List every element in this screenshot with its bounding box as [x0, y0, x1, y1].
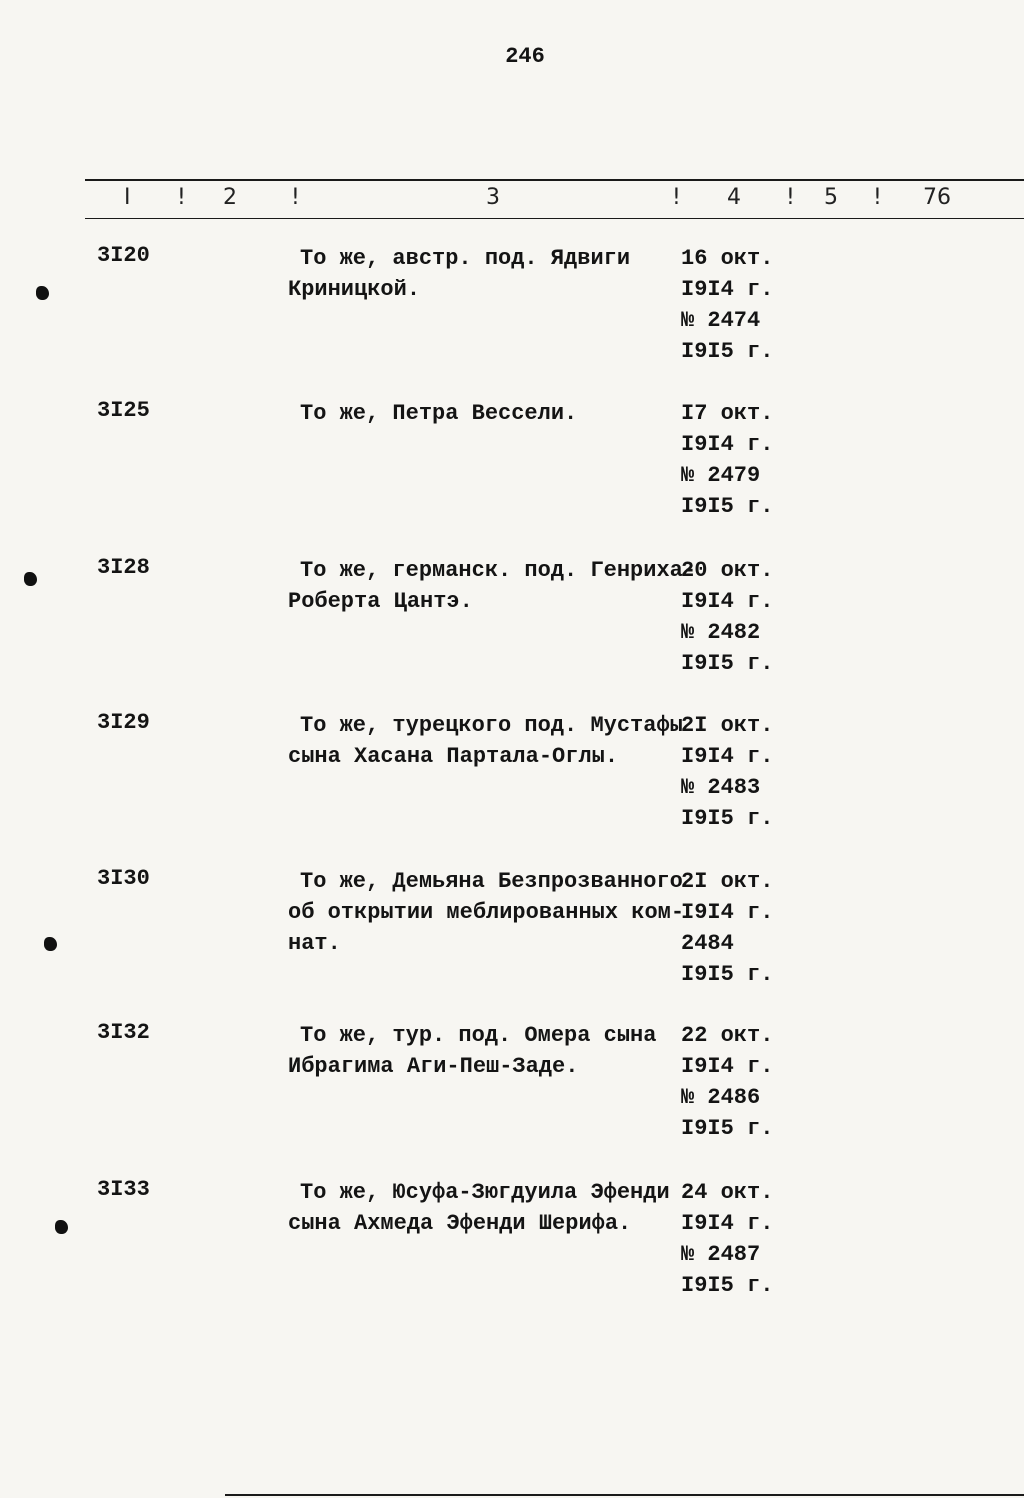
entry-number: 3I32: [97, 1020, 150, 1045]
date-line: I9I5 г.: [681, 1273, 774, 1298]
description-line: об открытии меблированных ком-: [288, 900, 685, 925]
table-row: [0, 1020, 1024, 1170]
table-header-rule: [85, 218, 1024, 219]
date-line: I9I4 г.: [681, 744, 774, 769]
date-line: 2I окт.: [681, 869, 774, 894]
page-bottom-rule: [225, 1494, 1024, 1496]
header-sep-1: !: [177, 185, 186, 210]
description-line: То же, Юсуфа-Зюгдуила Эфенди: [300, 1180, 670, 1205]
entry-description: [288, 1020, 683, 1082]
header-col-5: 5: [824, 185, 838, 210]
entry-number: 3I20: [97, 243, 150, 268]
header-col-3: 3: [486, 185, 500, 210]
description-line: То же, германск. под. Генриха-: [300, 558, 697, 583]
entry-date: [681, 1177, 773, 1301]
date-line: 22 окт.: [681, 1023, 774, 1048]
date-line: I9I5 г.: [681, 651, 774, 676]
entry-date: [681, 398, 773, 522]
entry-number: 3I25: [97, 398, 150, 423]
entry-date: [681, 866, 773, 990]
entry-number: 3I30: [97, 866, 150, 891]
entry-description: [288, 710, 683, 772]
description-line: То же, турецкого под. Мустафы: [300, 713, 683, 738]
date-line: 2I окт.: [681, 713, 774, 738]
entry-number: 3I28: [97, 555, 150, 580]
description-line: То же, Петра Вессели.: [300, 401, 578, 426]
date-line: № 2483: [681, 775, 761, 800]
table-row: [0, 710, 1024, 860]
entry-date: [681, 1020, 773, 1144]
date-line: I9I5 г.: [681, 806, 774, 831]
header-col-6: 76: [923, 185, 951, 210]
date-line: I9I4 г.: [681, 1054, 774, 1079]
entry-description: [288, 398, 683, 429]
description-line: Ибрагима Аги-Пеш-Заде.: [288, 1054, 579, 1079]
entry-number: 3I33: [97, 1177, 150, 1202]
description-line: То же, тур. под. Омера сына: [300, 1023, 657, 1048]
date-line: 2484: [681, 931, 734, 956]
date-line: I9I5 г.: [681, 962, 774, 987]
description-line: То же, австр. под. Ядвиги: [300, 246, 631, 271]
date-line: I9I4 г.: [681, 1211, 774, 1236]
date-line: № 2482: [681, 620, 761, 645]
description-line: сына Ахмеда Эфенди Шерифа.: [288, 1211, 632, 1236]
table-row: [0, 398, 1024, 548]
entry-description: [288, 1177, 683, 1239]
date-line: I9I5 г.: [681, 494, 774, 519]
date-line: I9I4 г.: [681, 589, 774, 614]
date-line: № 2479: [681, 463, 761, 488]
punch-hole-mark: [36, 286, 49, 300]
punch-hole-mark: [24, 572, 37, 586]
entry-description: [288, 866, 683, 959]
table-row: [0, 866, 1024, 1016]
date-line: I9I5 г.: [681, 339, 774, 364]
header-col-4: 4: [727, 185, 741, 210]
description-line: То же, Демьяна Безпрозванного: [300, 869, 683, 894]
date-line: I7 окт.: [681, 401, 774, 426]
header-sep-4: !: [786, 185, 795, 210]
punch-hole-mark: [55, 1220, 68, 1234]
description-line: Роберта Цантэ.: [288, 589, 473, 614]
table-top-rule: [85, 179, 1024, 181]
header-sep-5: !: [873, 185, 882, 210]
date-line: I9I4 г.: [681, 900, 774, 925]
table-row: [0, 1177, 1024, 1327]
date-line: № 2474: [681, 308, 761, 333]
date-line: № 2486: [681, 1085, 761, 1110]
entry-description: [288, 243, 683, 305]
date-line: I9I5 г.: [681, 1116, 774, 1141]
date-line: 16 окт.: [681, 246, 774, 271]
header-sep-3: !: [672, 185, 681, 210]
table-row: [0, 243, 1024, 393]
description-line: сына Хасана Партала-Оглы.: [288, 744, 619, 769]
header-col-2: 2: [223, 185, 237, 210]
date-line: I9I4 г.: [681, 277, 774, 302]
date-line: № 2487: [681, 1242, 761, 1267]
header-sep-2: !: [291, 185, 300, 210]
date-line: 20 окт.: [681, 558, 774, 583]
table-row: [0, 555, 1024, 705]
entry-date: [681, 243, 773, 367]
entry-description: [288, 555, 697, 617]
page-number: 246: [505, 44, 545, 69]
date-line: I9I4 г.: [681, 432, 774, 457]
description-line: нат.: [288, 931, 341, 956]
entry-date: [681, 710, 773, 834]
entry-number: 3I29: [97, 710, 150, 735]
date-line: 24 окт.: [681, 1180, 774, 1205]
punch-hole-mark: [44, 937, 57, 951]
description-line: Криницкой.: [288, 277, 421, 302]
header-col-1: I: [124, 185, 131, 210]
entry-date: [681, 555, 773, 679]
